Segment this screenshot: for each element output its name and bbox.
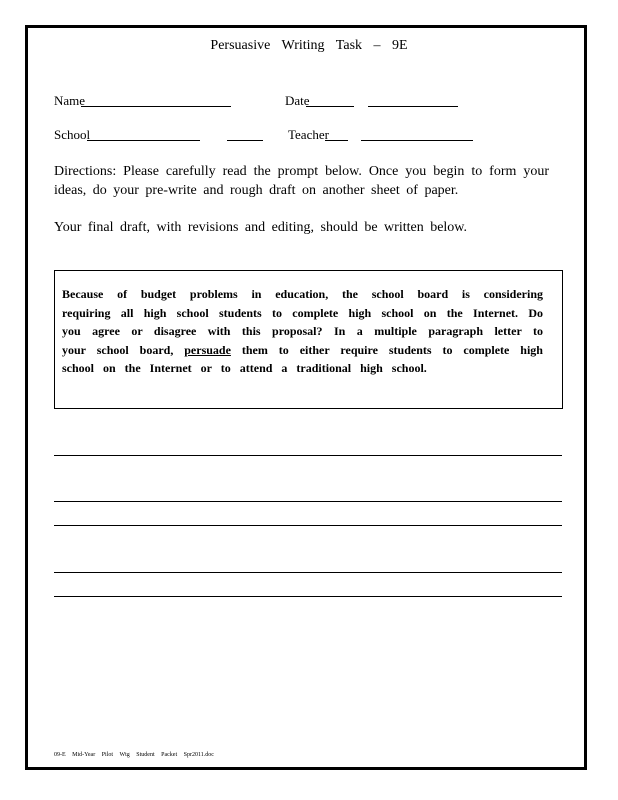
teacher-extra-field[interactable] [361,140,473,141]
directions-text: Directions: Please carefully read the prompt below. Once you begin to form your ideas, do your pre-write and rough draft on another sheet of paper. [54,164,549,198]
prompt-text-start: Because of budget problems in education, the school board is considering requiring all high school students to complete high school on the Internet. Do you agree or disagree with this proposal? In a multiple paragraph letter to your school board, [62,287,543,357]
prompt-text-end: them to either require students to complete high school on the Internet or to attend a traditional high school. [62,342,543,375]
page-title: Persuasive Writing Task – 9E [210,38,408,53]
name-label: Name [54,93,86,108]
prompt-keyword: persuade [184,342,231,357]
teacher-label: Teacher [288,127,329,142]
footer-filename: 09-E Mid-Year Pilot Wtg Student Packet Spr2011.doc [54,752,214,758]
school-label: School [54,127,91,142]
school-field[interactable] [87,140,200,141]
date-extra-field[interactable] [368,106,458,107]
writing-line[interactable] [54,572,562,573]
date-field[interactable] [306,106,354,107]
writing-line[interactable] [54,525,562,526]
school-extra-field[interactable] [227,140,263,141]
date-label: Date [285,93,310,108]
writing-line[interactable] [54,455,562,456]
teacher-field[interactable] [325,140,348,141]
name-field[interactable] [81,106,231,107]
prompt-box [54,270,563,409]
final-draft-instruction: Your final draft, with revisions and editing, should be written below. [54,220,468,235]
writing-line[interactable] [54,501,562,502]
writing-line[interactable] [54,596,562,597]
prompt-text [62,285,543,378]
